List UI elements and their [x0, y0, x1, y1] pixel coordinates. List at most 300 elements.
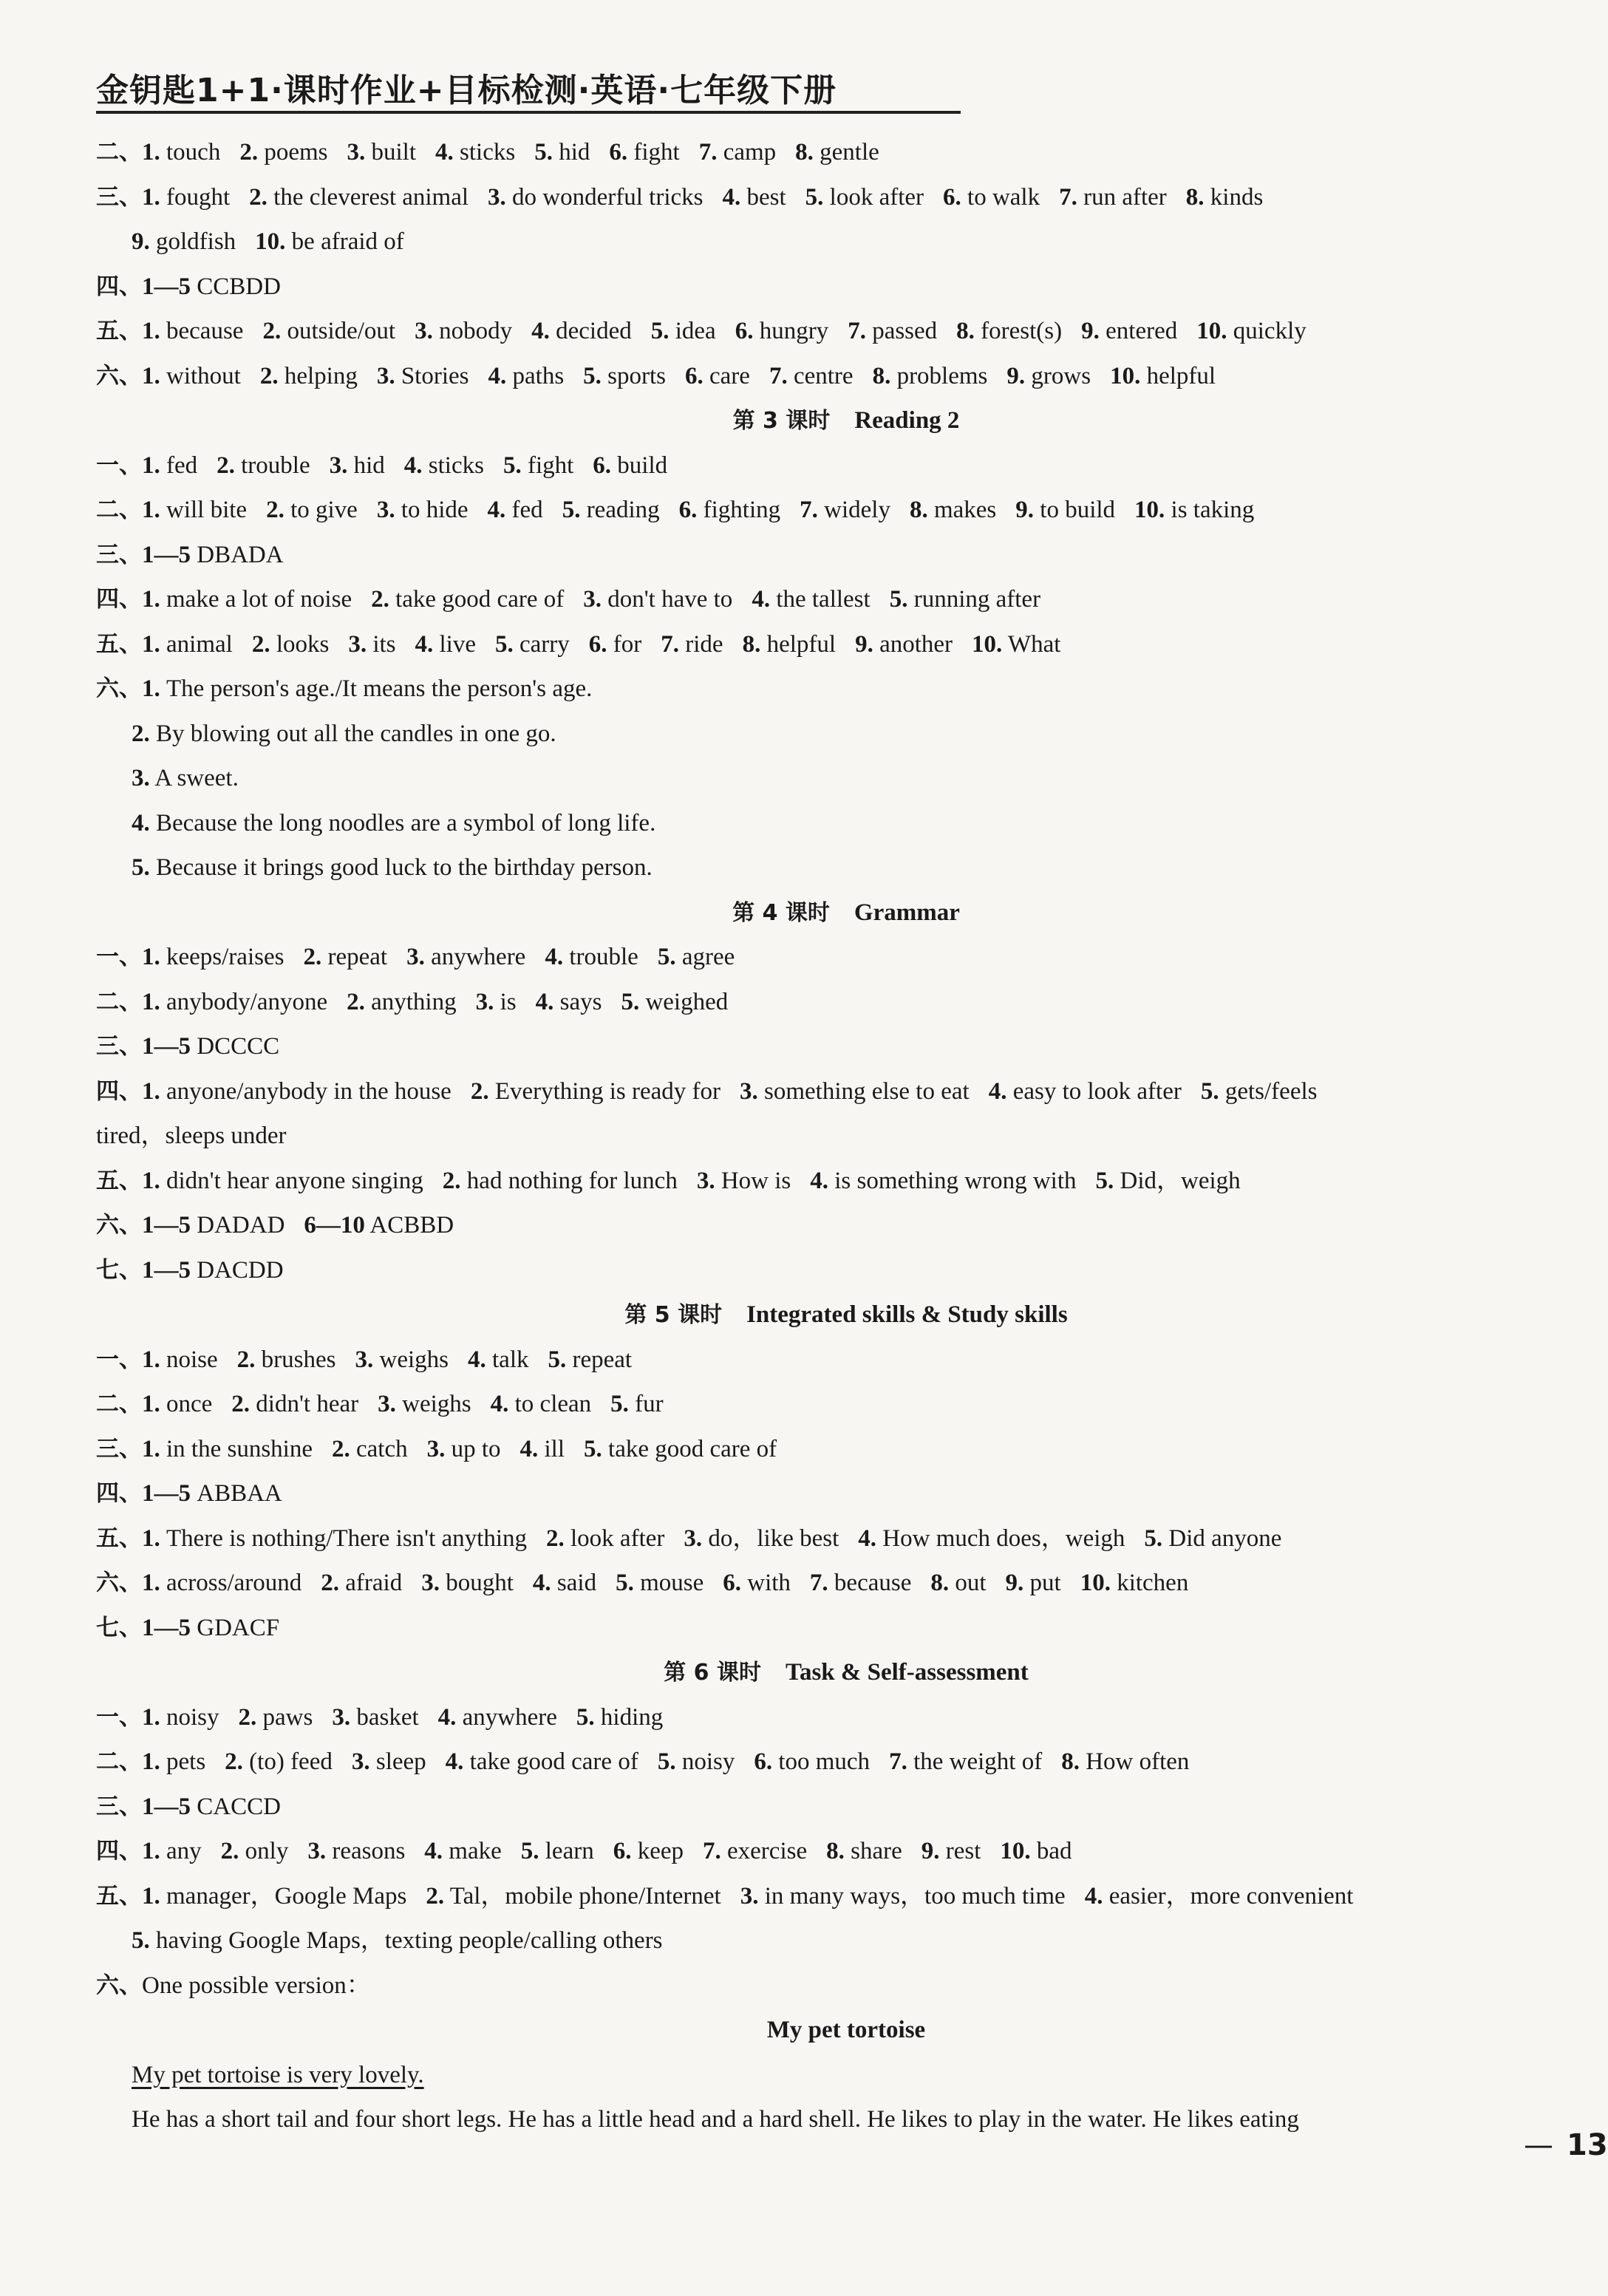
answer-item	[740, 1078, 970, 1105]
item-answer: Did，weigh	[1120, 1167, 1241, 1194]
item-answer: the tallest	[776, 586, 871, 613]
item-number: 7.	[809, 1570, 828, 1596]
item-number: 4.	[532, 1570, 551, 1596]
item-answer: weighs	[379, 1346, 449, 1373]
item-answer: care	[709, 362, 750, 389]
item-number: 4.	[435, 139, 454, 166]
answer-item	[943, 184, 1040, 211]
answer-item	[685, 363, 750, 389]
item-answer: easier，more convenient	[1108, 1882, 1354, 1910]
item-number: 8.	[1061, 1748, 1080, 1775]
item-answer: fighting	[703, 497, 781, 523]
item-answer: idea	[675, 318, 716, 344]
item-answer: helping	[284, 362, 358, 389]
item-answer: camp	[723, 139, 777, 166]
answer-line	[96, 1963, 1567, 2009]
item-number: 8.	[930, 1570, 950, 1596]
answer-item	[1080, 1570, 1189, 1596]
answer-item	[468, 1346, 528, 1373]
answer-line-continued	[96, 712, 1567, 757]
item-answer: rest	[945, 1838, 981, 1864]
item-number: 5.	[548, 1346, 567, 1373]
section-label: 三、	[96, 183, 142, 211]
item-answer: What	[1007, 630, 1061, 658]
lesson-heading	[96, 1292, 1567, 1338]
answer-item	[613, 1838, 684, 1864]
answer-item	[321, 1570, 402, 1596]
item-number: 3.	[348, 630, 367, 658]
answer-item	[142, 542, 284, 568]
item-number: 6.	[613, 1838, 632, 1864]
section-label: 六、	[96, 675, 142, 702]
item-answer: take good care of	[395, 586, 565, 613]
item-answer: problems	[896, 362, 988, 389]
item-answer: to hide	[401, 497, 469, 523]
answer-line	[96, 488, 1567, 533]
item-number: 1—5	[142, 273, 191, 300]
item-answer: fought	[166, 183, 231, 211]
item-answer: looks	[276, 630, 330, 658]
section-label: 二、	[96, 988, 142, 1015]
item-number: 5.	[657, 944, 676, 970]
item-number: 6.	[678, 497, 698, 523]
answer-item	[142, 586, 352, 613]
answer-item	[142, 1480, 282, 1507]
item-answer: How much does，weigh	[882, 1525, 1125, 1552]
answer-item	[426, 1883, 720, 1910]
section-label: 二、	[96, 1748, 142, 1775]
item-answer: manager，Google Maps	[166, 1882, 407, 1910]
answer-item	[303, 944, 387, 970]
answer-item	[743, 631, 836, 658]
answer-item	[723, 1570, 791, 1596]
item-answer: ride	[685, 630, 723, 658]
item-number: 4.	[1084, 1882, 1103, 1910]
answer-item	[132, 854, 653, 881]
answer-item	[589, 631, 641, 658]
section-label: 六、	[96, 1212, 142, 1239]
answer-line-continued	[96, 801, 1567, 846]
answer-item	[377, 497, 469, 523]
lesson-title: Reading 2	[854, 407, 960, 434]
item-number: 1.	[142, 1077, 160, 1105]
answer-item	[132, 1927, 663, 1954]
answer-item	[1096, 1168, 1241, 1194]
item-answer: run after	[1083, 183, 1167, 211]
item-number: 2.	[259, 362, 279, 389]
item-answer: widely	[824, 497, 890, 523]
answer-item	[562, 497, 660, 523]
item-number: 1.	[142, 1703, 160, 1731]
answer-item	[621, 989, 728, 1015]
essay-topic-sentence: My pet tortoise is very lovely.	[132, 2061, 424, 2088]
item-answer: Because the long noodles are a symbol of long life.	[156, 809, 656, 837]
answer-item	[427, 1436, 501, 1462]
section-label: 五、	[96, 1525, 142, 1552]
answer-item	[404, 452, 484, 479]
item-number: 5.	[805, 183, 824, 211]
item-number: 5.	[889, 586, 908, 613]
item-answer: learn	[545, 1838, 594, 1864]
item-number: 4.	[132, 809, 150, 837]
answer-item	[520, 1436, 565, 1462]
section-label: 五、	[96, 318, 142, 344]
item-answer: helpful	[766, 630, 837, 658]
lesson-title: Grammar	[854, 899, 960, 926]
section-label: 三、	[96, 1793, 142, 1820]
answer-item	[249, 184, 469, 211]
answer-line	[96, 443, 1567, 488]
answer-line	[96, 667, 1567, 712]
section-label: 四、	[96, 1480, 142, 1507]
answer-line	[96, 1427, 1567, 1472]
answer-item	[231, 1391, 358, 1417]
item-number: 4.	[545, 944, 564, 970]
item-answer: don't have to	[607, 586, 733, 613]
section-label: 一、	[96, 1346, 142, 1373]
item-number: 6.	[754, 1748, 773, 1775]
item-number: 4.	[535, 988, 554, 1015]
answer-item	[890, 586, 1040, 613]
item-answer: anything	[371, 988, 457, 1015]
item-answer: kitchen	[1117, 1570, 1189, 1596]
item-number: 9.	[921, 1838, 940, 1864]
item-number: 7.	[1059, 183, 1077, 211]
answer-item	[435, 139, 515, 166]
item-number: 6—10	[304, 1212, 365, 1239]
answer-item	[873, 363, 988, 389]
answer-item	[658, 1748, 735, 1775]
answer-item	[142, 1748, 205, 1775]
item-number: 1.	[142, 1882, 160, 1910]
item-answer: (to) feed	[249, 1748, 333, 1775]
answer-item	[684, 1525, 839, 1552]
item-answer: make	[449, 1838, 502, 1864]
item-number: 2.	[239, 139, 259, 166]
answer-item	[1006, 1570, 1061, 1596]
answer-item	[930, 1570, 986, 1596]
answer-item	[260, 363, 358, 389]
item-answer: goldfish	[156, 228, 236, 255]
answer-line	[96, 1069, 1567, 1114]
item-number: 6.	[609, 139, 628, 166]
answer-item	[142, 1391, 212, 1417]
item-answer: make a lot of noise	[166, 586, 352, 613]
item-answer: is something wrong with	[834, 1167, 1077, 1194]
answer-item	[142, 318, 243, 344]
answer-line-continued	[96, 845, 1567, 890]
item-answer: had nothing for lunch	[466, 1167, 678, 1194]
answer-item	[703, 1838, 807, 1864]
answer-line	[96, 533, 1567, 578]
answer-item	[406, 944, 525, 970]
answer-item	[352, 1748, 426, 1775]
answer-line-continued	[96, 756, 1567, 801]
item-answer: repeat	[327, 944, 388, 970]
answer-item	[142, 989, 327, 1015]
item-number: 3.	[740, 1077, 758, 1105]
item-answer: hungry	[759, 318, 829, 344]
answer-item	[142, 1883, 406, 1910]
answer-item	[503, 452, 573, 479]
item-number: 7.	[848, 318, 866, 344]
item-answer: fight	[633, 139, 680, 166]
answer-item	[1081, 318, 1177, 344]
item-number: 1—5	[142, 1614, 191, 1641]
item-answer: do wonderful tricks	[512, 183, 704, 211]
answer-item	[142, 1570, 302, 1596]
section-label: 五、	[96, 630, 142, 658]
item-answer: talk	[492, 1346, 529, 1373]
answer-item	[752, 586, 870, 613]
answer-line	[96, 1203, 1567, 1248]
item-answer: centre	[793, 362, 854, 389]
answer-line	[96, 980, 1567, 1025]
item-number: 5.	[520, 1838, 539, 1864]
item-number: 6.	[735, 318, 754, 344]
answer-item	[1085, 1883, 1354, 1910]
item-answer: to build	[1040, 497, 1116, 523]
answer-item	[488, 363, 565, 389]
item-number: 9.	[1081, 318, 1100, 344]
item-number: 8.	[742, 630, 761, 658]
item-number: 3.	[376, 497, 395, 523]
item-answer: fed	[511, 497, 543, 523]
item-answer: weighs	[402, 1391, 471, 1417]
item-answer: One possible version：	[142, 1972, 371, 1999]
item-number: 2.	[251, 630, 270, 658]
answer-item	[593, 452, 667, 479]
item-answer: says	[559, 988, 602, 1015]
section-label: 四、	[96, 1838, 142, 1864]
item-answer: helpful	[1146, 362, 1216, 389]
answer-item	[221, 1838, 289, 1864]
answer-item	[769, 363, 854, 389]
item-answer: because	[166, 318, 244, 344]
item-number: 10.	[1110, 362, 1141, 389]
item-number: 3.	[355, 1346, 374, 1373]
item-number: 5.	[576, 1703, 595, 1731]
answer-item	[142, 139, 220, 166]
answer-item	[699, 139, 776, 166]
item-answer: something else to eat	[764, 1077, 970, 1105]
item-answer: too much	[778, 1748, 871, 1775]
item-answer: to give	[290, 497, 358, 523]
answer-item	[972, 631, 1060, 658]
item-number: 4.	[487, 497, 506, 523]
item-answer: pets	[166, 1748, 206, 1775]
answer-item	[142, 1257, 284, 1284]
page-number-dash: —	[1524, 2128, 1553, 2162]
item-number: 8.	[909, 497, 928, 523]
item-number: 5.	[621, 988, 640, 1015]
answer-item	[142, 1033, 279, 1060]
item-number: 5.	[1144, 1525, 1163, 1552]
item-answer: sleep	[375, 1748, 426, 1775]
section-label: 六、	[96, 1972, 142, 1999]
item-answer: forest(s)	[981, 318, 1063, 344]
item-answer: quickly	[1233, 318, 1306, 344]
answer-item	[255, 228, 404, 255]
item-answer: didn't hear anyone singing	[166, 1167, 423, 1194]
item-answer: in the sunshine	[166, 1435, 313, 1462]
answer-item	[252, 631, 330, 658]
item-number: 2.	[470, 1077, 489, 1105]
answer-line	[96, 1471, 1567, 1516]
item-answer: look after	[570, 1525, 665, 1552]
item-number: 6.	[943, 183, 961, 211]
answer-item	[330, 452, 385, 479]
item-number: 3.	[351, 1748, 370, 1775]
item-number: 9.	[1005, 1570, 1024, 1596]
answer-item	[546, 1525, 664, 1552]
answer-line	[96, 1159, 1567, 1204]
item-answer: Because it brings good luck to the birthday person.	[156, 854, 653, 881]
item-answer: anyone/anybody in the house	[166, 1077, 452, 1105]
item-number: 2.	[225, 1748, 243, 1775]
answer-item	[583, 586, 732, 613]
item-number: 1.	[142, 362, 160, 389]
item-answer: best	[746, 183, 786, 211]
answer-item	[438, 1704, 557, 1731]
item-number: 1.	[142, 1838, 160, 1864]
answer-line	[96, 130, 1567, 175]
answer-item	[576, 1704, 663, 1731]
answer-item	[533, 1570, 596, 1596]
answer-item	[910, 497, 996, 523]
item-answer: paws	[262, 1703, 313, 1731]
item-answer: fed	[166, 452, 198, 479]
lesson-heading	[96, 398, 1567, 443]
section-label: 四、	[96, 273, 142, 300]
answer-item	[142, 1346, 218, 1373]
item-number: 2.	[442, 1167, 461, 1194]
item-answer: without	[166, 362, 241, 389]
item-number: 3.	[132, 765, 150, 791]
item-answer: nobody	[439, 318, 513, 344]
answer-item	[858, 1525, 1125, 1552]
answer-line	[96, 1829, 1567, 1874]
item-number: 7.	[703, 1838, 721, 1864]
item-answer: running after	[913, 586, 1041, 613]
item-number: 8.	[795, 139, 814, 166]
answer-line	[96, 1785, 1567, 1830]
answer-line	[96, 622, 1567, 667]
item-number: 1—5	[142, 1212, 191, 1239]
item-answer: gentle	[820, 139, 879, 166]
item-answer: entered	[1106, 318, 1178, 344]
item-answer: gets/feels	[1224, 1077, 1318, 1105]
answer-item	[735, 318, 829, 344]
section-label: 四、	[96, 586, 142, 613]
item-number: 7.	[889, 1748, 907, 1775]
answer-item	[805, 184, 924, 211]
item-answer: kinds	[1210, 183, 1264, 211]
item-answer: take good care of	[469, 1748, 638, 1775]
item-number: 3.	[378, 1391, 396, 1417]
item-answer: weighed	[645, 988, 729, 1015]
item-answer: A sweet.	[154, 765, 239, 791]
item-number: 1—5	[142, 1480, 191, 1507]
lesson-heading	[96, 1650, 1567, 1695]
item-number: 8.	[872, 362, 891, 389]
answer-item	[142, 363, 241, 389]
item-number: 9.	[1006, 362, 1026, 389]
answer-line	[96, 1382, 1567, 1427]
item-answer: Did anyone	[1168, 1525, 1282, 1552]
answer-item	[239, 139, 327, 166]
item-number: 10.	[1196, 318, 1227, 344]
item-number: 3.	[684, 1525, 703, 1552]
item-number: 5.	[650, 318, 670, 344]
item-number: 9.	[855, 630, 873, 658]
section-label: 三、	[96, 1435, 142, 1462]
item-answer: Everything is ready for	[494, 1077, 720, 1105]
lesson-number: 第 4 课时	[732, 899, 830, 926]
answer-item	[132, 228, 236, 255]
item-number: 5.	[534, 139, 553, 166]
item-number: 1.	[142, 630, 160, 658]
section-label: 七、	[96, 1614, 142, 1641]
answer-line	[96, 1740, 1567, 1785]
item-answer: the weight of	[913, 1748, 1043, 1775]
answer-item	[1110, 363, 1216, 389]
section-label: 六、	[96, 362, 142, 389]
item-number: 2.	[132, 720, 150, 747]
item-answer: DCCCC	[197, 1033, 280, 1060]
item-number: 1.	[142, 988, 160, 1015]
item-answer: passed	[872, 318, 938, 344]
item-answer: do，like best	[708, 1525, 839, 1552]
item-number: 2.	[426, 1882, 445, 1910]
item-number: 8.	[826, 1838, 845, 1864]
item-number: 3.	[696, 1167, 715, 1194]
answer-line	[96, 175, 1567, 220]
item-answer: outside/out	[287, 318, 396, 344]
section-label: 一、	[96, 1703, 142, 1731]
item-number: 2.	[236, 1346, 256, 1373]
item-answer: There is nothing/There isn't anything	[166, 1525, 528, 1552]
answer-item	[754, 1748, 870, 1775]
item-answer: DACDD	[197, 1256, 284, 1284]
answer-item	[531, 318, 632, 344]
item-answer: repeat	[572, 1346, 633, 1373]
item-answer: fight	[527, 452, 574, 479]
item-number: 7.	[661, 630, 680, 658]
item-answer: didn't hear	[256, 1391, 359, 1417]
item-answer: fur	[635, 1391, 664, 1417]
answer-item	[491, 1391, 592, 1417]
item-number: 10.	[255, 228, 286, 255]
answer-item	[142, 273, 281, 300]
answer-item	[740, 1883, 1066, 1910]
answer-item	[332, 1436, 408, 1462]
item-number: 4.	[810, 1167, 829, 1194]
item-number: 3.	[347, 139, 366, 166]
item-number: 4.	[722, 183, 741, 211]
answer-item	[855, 631, 953, 658]
item-number: 1.	[142, 1391, 160, 1417]
answer-item	[723, 184, 786, 211]
essay-first-sentence	[96, 2053, 1567, 2098]
item-answer: touch	[166, 139, 221, 166]
item-number: 3.	[376, 362, 395, 389]
item-answer: built	[371, 139, 417, 166]
answer-item	[348, 631, 395, 658]
item-answer: to walk	[967, 183, 1040, 211]
answer-item	[488, 497, 543, 523]
item-answer: DADAD	[197, 1212, 285, 1239]
